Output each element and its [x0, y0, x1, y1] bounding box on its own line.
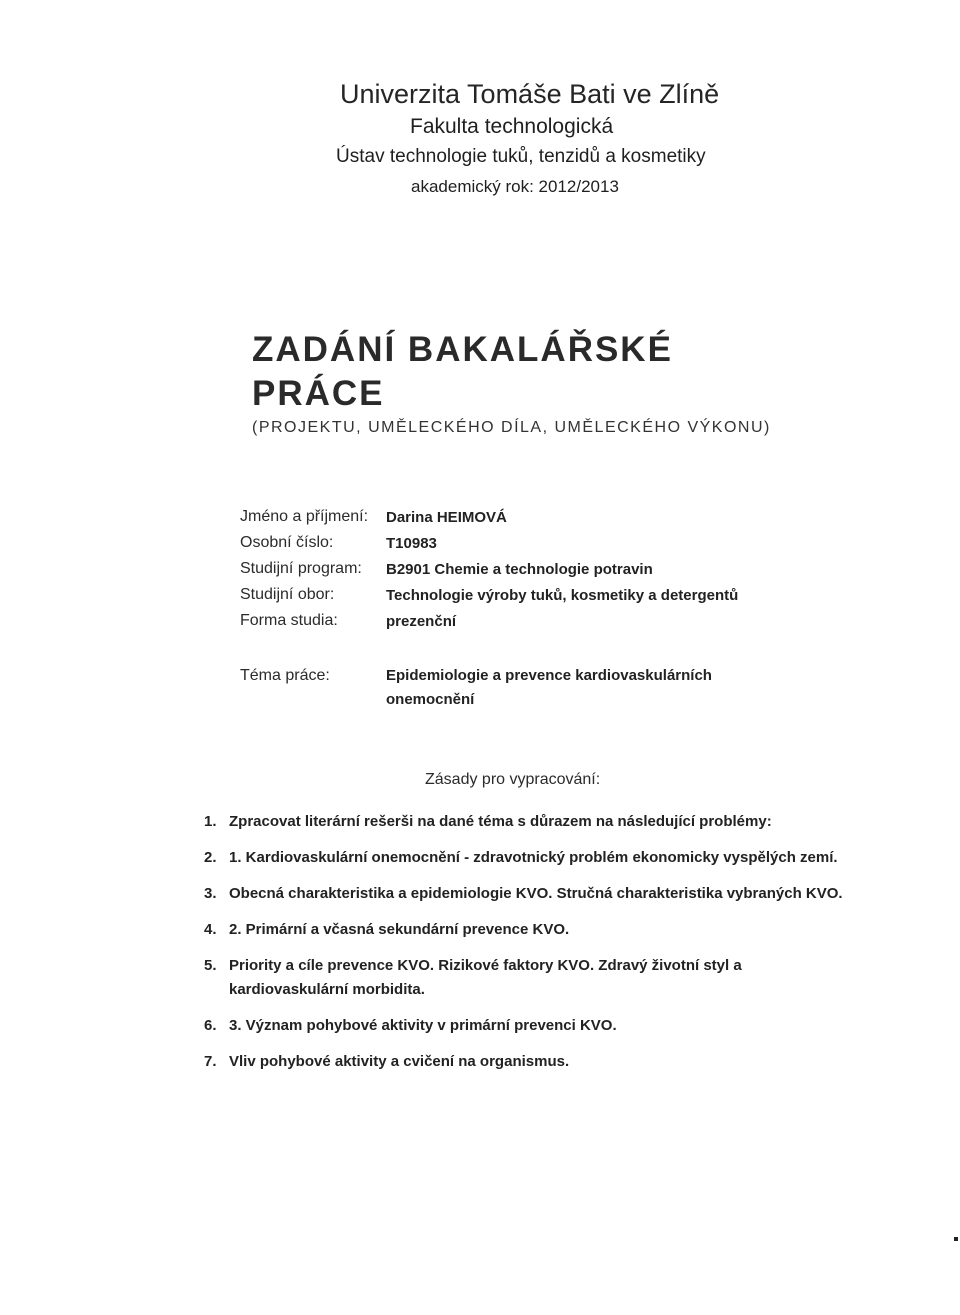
list-item-text: 2. Primární a včasná sekundární prevence KVO.: [229, 921, 570, 938]
task-list: [204, 810, 844, 1074]
principles-title: Zásady pro vypracování:: [425, 771, 601, 788]
info-label: Studijní program:: [240, 560, 362, 577]
list-item-text: Zpracovat literární rešerši na dané téma s důrazem na následující problémy:: [229, 813, 772, 830]
info-row-study-program: [240, 556, 738, 582]
list-item: [204, 1014, 844, 1038]
info-row-study-form: [240, 608, 738, 634]
list-item-text: Priority a cíle prevence KVO. Rizikové faktory KVO. Zdravý životní styl a kardiovaskulární morbidita.: [229, 957, 742, 998]
list-item-number: 4.: [204, 921, 217, 938]
list-item: [204, 846, 844, 870]
document-subtitle: (PROJEKTU, UMĚLECKÉHO DÍLA, UMĚLECKÉHO VÝKONU): [252, 419, 771, 436]
info-value: B2901 Chemie a technologie potravin: [386, 560, 653, 578]
info-label: Jméno a příjmení:: [240, 508, 369, 525]
info-row-study-field: [240, 582, 738, 608]
info-row-personal-number: [240, 530, 738, 556]
list-item: [204, 882, 844, 906]
institute-name: Ústav technologie tuků, tenzidů a kosmetiky: [336, 146, 706, 167]
list-item-number: 2.: [204, 849, 217, 866]
list-item-text: 1. Kardiovaskulární onemocnění - zdravotnický problém ekonomicky vyspělých zemí.: [229, 849, 838, 866]
document-title: ZADÁNÍ BAKALÁŘSKÉ PRÁCE: [252, 330, 673, 413]
scan-mark: [954, 1237, 958, 1241]
info-row-name: [240, 504, 738, 530]
list-item-text: Obecná charakteristika a epidemiologie KVO. Stručná charakteristika vybraných KVO.: [229, 885, 843, 902]
info-value: T10983: [386, 534, 437, 552]
student-info: [240, 504, 738, 634]
info-value: prezenční: [386, 612, 457, 630]
document-header: [0, 76, 960, 202]
list-item-text: 3. Význam pohybové aktivity v primární prevenci KVO.: [229, 1017, 617, 1034]
info-label: Osobní číslo:: [240, 534, 334, 551]
list-item-number: 1.: [204, 813, 217, 830]
list-item: [204, 954, 844, 1002]
principles-section: [0, 768, 960, 792]
list-item-number: 7.: [204, 1053, 217, 1070]
info-value: Darina HEIMOVÁ: [386, 508, 507, 526]
university-name: Univerzita Tomáše Bati ve Zlíně: [340, 79, 720, 109]
list-item-number: 3.: [204, 885, 217, 902]
list-item: [204, 918, 844, 942]
title-block: [252, 328, 812, 440]
topic-value: Epidemiologie a prevence kardiovaskulárních onemocnění: [386, 667, 712, 708]
academic-year: akademický rok: 2012/2013: [411, 177, 619, 196]
info-value: Technologie výroby tuků, kosmetiky a detergentů: [386, 586, 739, 604]
faculty-name: Fakulta technologická: [410, 115, 614, 138]
list-item-number: 5.: [204, 957, 217, 974]
list-item-text: Vliv pohybové aktivity a cvičení na organismus.: [229, 1053, 570, 1070]
list-item-number: 6.: [204, 1017, 217, 1034]
info-label: Studijní obor:: [240, 586, 335, 603]
info-label: Forma studia:: [240, 612, 338, 629]
list-item: [204, 810, 844, 834]
list-item: [204, 1050, 844, 1074]
thesis-topic: [240, 664, 746, 712]
topic-label: Téma práce:: [240, 667, 330, 684]
